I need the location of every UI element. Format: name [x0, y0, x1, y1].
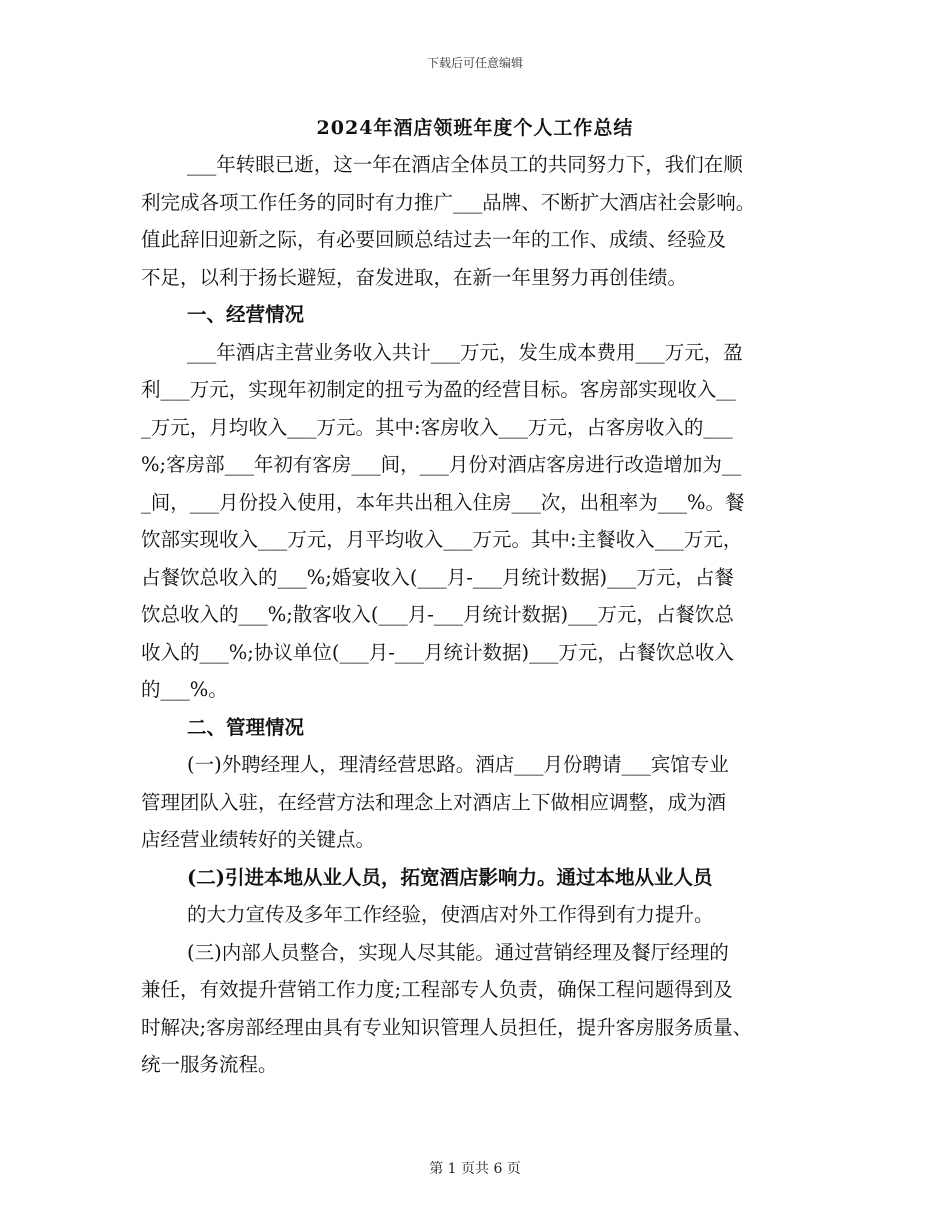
paragraph-line: _万元，月均收入___万元。其中:客房收入___万元，占客房收入的___ — [141, 415, 733, 439]
paragraph-line: 饮总收入的___%;散客收入(___月-___月统计数据)___万元，占餐饮总 — [141, 603, 734, 626]
document-title: 2024年酒店领班年度个人工作总结 — [316, 117, 634, 139]
paragraph-line: ___年转眼已逝，这一年在酒店全体员工的共同努力下，我们在顺 — [187, 153, 743, 176]
paragraph-line: 值此辞旧迎新之际，有必要回顾总结过去一年的工作、成绩、经验及 — [141, 228, 727, 251]
paragraph-line: 管理团队入驻，在经营方法和理念上对酒店上下做相应调整，成为酒 — [141, 790, 727, 814]
section-heading-line: 二、管理情况 — [187, 715, 305, 739]
paragraph-line: ___年酒店主营业务收入共计___万元，发生成本费用___万元，盈 — [187, 340, 743, 364]
paragraph-line: 的___%。 — [141, 678, 228, 701]
paragraph-line: (三)内部人员整合，实现人尽其能。通过营销经理及餐厅经理的 — [187, 940, 729, 964]
paragraph-line: 统一服务流程。 — [141, 1053, 278, 1076]
document-body — [141, 146, 816, 1084]
paragraph-line: _间，___月份投入使用，本年共出租入住房___次，出租率为___%。餐 — [141, 490, 745, 514]
page-number-footer: 第 1 页共 6 页 — [429, 1161, 521, 1177]
paragraph-line: 店经营业绩转好的关键点。 — [141, 828, 376, 851]
section-heading-line: (二)引进本地从业人员，拓宽酒店影响力。通过本地从业人员 — [187, 865, 713, 889]
paragraph-line: 时解决;客房部经理由具有专业知识管理人员担任，提升客房服务质量、 — [141, 1015, 753, 1039]
paragraph-line: 兼任，有效提升营销工作力度;工程部专人负责，确保工程问题得到及 — [141, 978, 733, 1001]
section-heading-line: 一、经营情况 — [187, 303, 305, 326]
paragraph-line: (一)外聘经理人，理清经营思路。酒店___月份聘请___宾馆专业 — [187, 753, 729, 776]
paragraph-line: 不足，以利于扬长避短，奋发进取，在新一年里努力再创佳绩。 — [141, 265, 688, 289]
paragraph-line: %;客房部___年初有客房___间，___月份对酒店客房进行改造增加为__ — [141, 453, 742, 476]
paragraph-line: 利完成各项工作任务的同时有力推广___品牌、不断扩大酒店社会影响。 — [141, 190, 756, 214]
paragraph-line: 的大力宣传及多年工作经验，使酒店对外工作得到有力提升。 — [187, 903, 714, 926]
paragraph-line: 饮部实现收入___万元，月平均收入___万元。其中:主餐收入___万元， — [141, 528, 743, 551]
paragraph-line: 收入的___%;协议单位(___月-___月统计数据)___万元，占餐饮总收入 — [141, 640, 734, 664]
paragraph-line: 利___万元，实现年初制定的扭亏为盈的经营目标。客房部实现收入__ — [141, 378, 736, 401]
page-header-note: 下载后可任意编辑 — [426, 56, 523, 70]
paragraph-line: 占餐饮总收入的___%;婚宴收入(___月-___月统计数据)___万元，占餐 — [141, 565, 734, 589]
